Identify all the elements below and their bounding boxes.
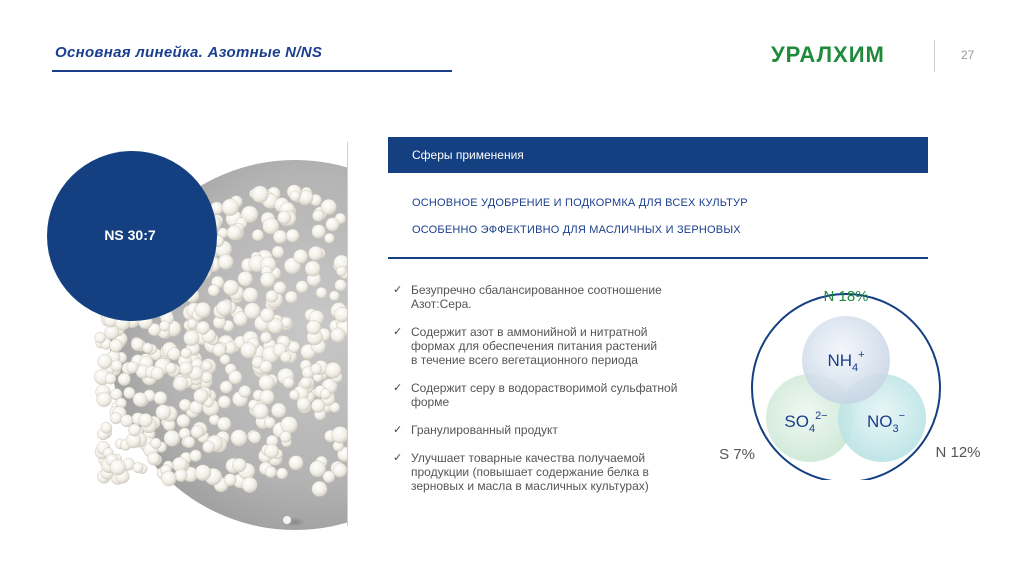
checkmark-icon: ✓ xyxy=(393,424,403,436)
product-badge-label: NS 30:7 xyxy=(104,227,156,243)
so4-label: $SO_4^{2-}$ xyxy=(784,410,828,435)
list-item: ✓ Гранулированный продукт xyxy=(393,423,558,437)
application-line-2: ОСОБЕННО ЭФФЕКТИВНО ДЛЯ МАСЛИЧНЫХ И ЗЕРНОВЫХ xyxy=(412,224,741,236)
vertical-divider xyxy=(347,142,348,526)
applications-heading: Сферы применения xyxy=(412,148,524,162)
feature-list xyxy=(393,283,713,507)
n-total-label: N 18% xyxy=(823,288,869,305)
uralchem-logo: УРАЛХИМ xyxy=(771,42,885,67)
product-photo xyxy=(40,140,348,530)
checkmark-icon: ✓ xyxy=(393,452,403,464)
checkmark-icon: ✓ xyxy=(393,326,403,338)
no3-label: $NO_3^-$ xyxy=(866,410,906,435)
title-underline xyxy=(52,70,452,72)
nh4-label: $NH_4^+$ xyxy=(827,349,865,374)
granules-image xyxy=(40,140,348,530)
composition-diagram xyxy=(700,280,1000,480)
applications-rule xyxy=(388,257,928,259)
page-number: 27 xyxy=(961,48,975,62)
list-item: ✓ Содержит азот в аммонийной и нитратной формах для обеспечения питания растений в течение всего вегетационного периода xyxy=(393,325,658,367)
list-item: ✓ Улучшает товарные качества получаемой продукции (повышает содержание белка в зерновых и масла в масличных культурах) xyxy=(393,451,649,493)
n-nitrate-label: N 12% xyxy=(935,444,981,461)
checkmark-icon: ✓ xyxy=(393,284,403,296)
sulfur-label: S 7% xyxy=(719,446,755,463)
application-line-1: ОСНОВНОЕ УДОБРЕНИЕ И ПОДКОРМКА ДЛЯ ВСЕХ КУЛЬТУР xyxy=(412,197,748,209)
slide-title: Основная линейка. Азотные N/NS xyxy=(55,44,323,61)
list-item: ✓ Содержит серу в водорастворимой сульфатной форме xyxy=(393,381,678,409)
logo-divider xyxy=(934,40,935,72)
checkmark-icon: ✓ xyxy=(393,382,403,394)
list-item: ✓ Безупречно сбалансированное соотношение Азот:Сера. xyxy=(393,283,662,311)
